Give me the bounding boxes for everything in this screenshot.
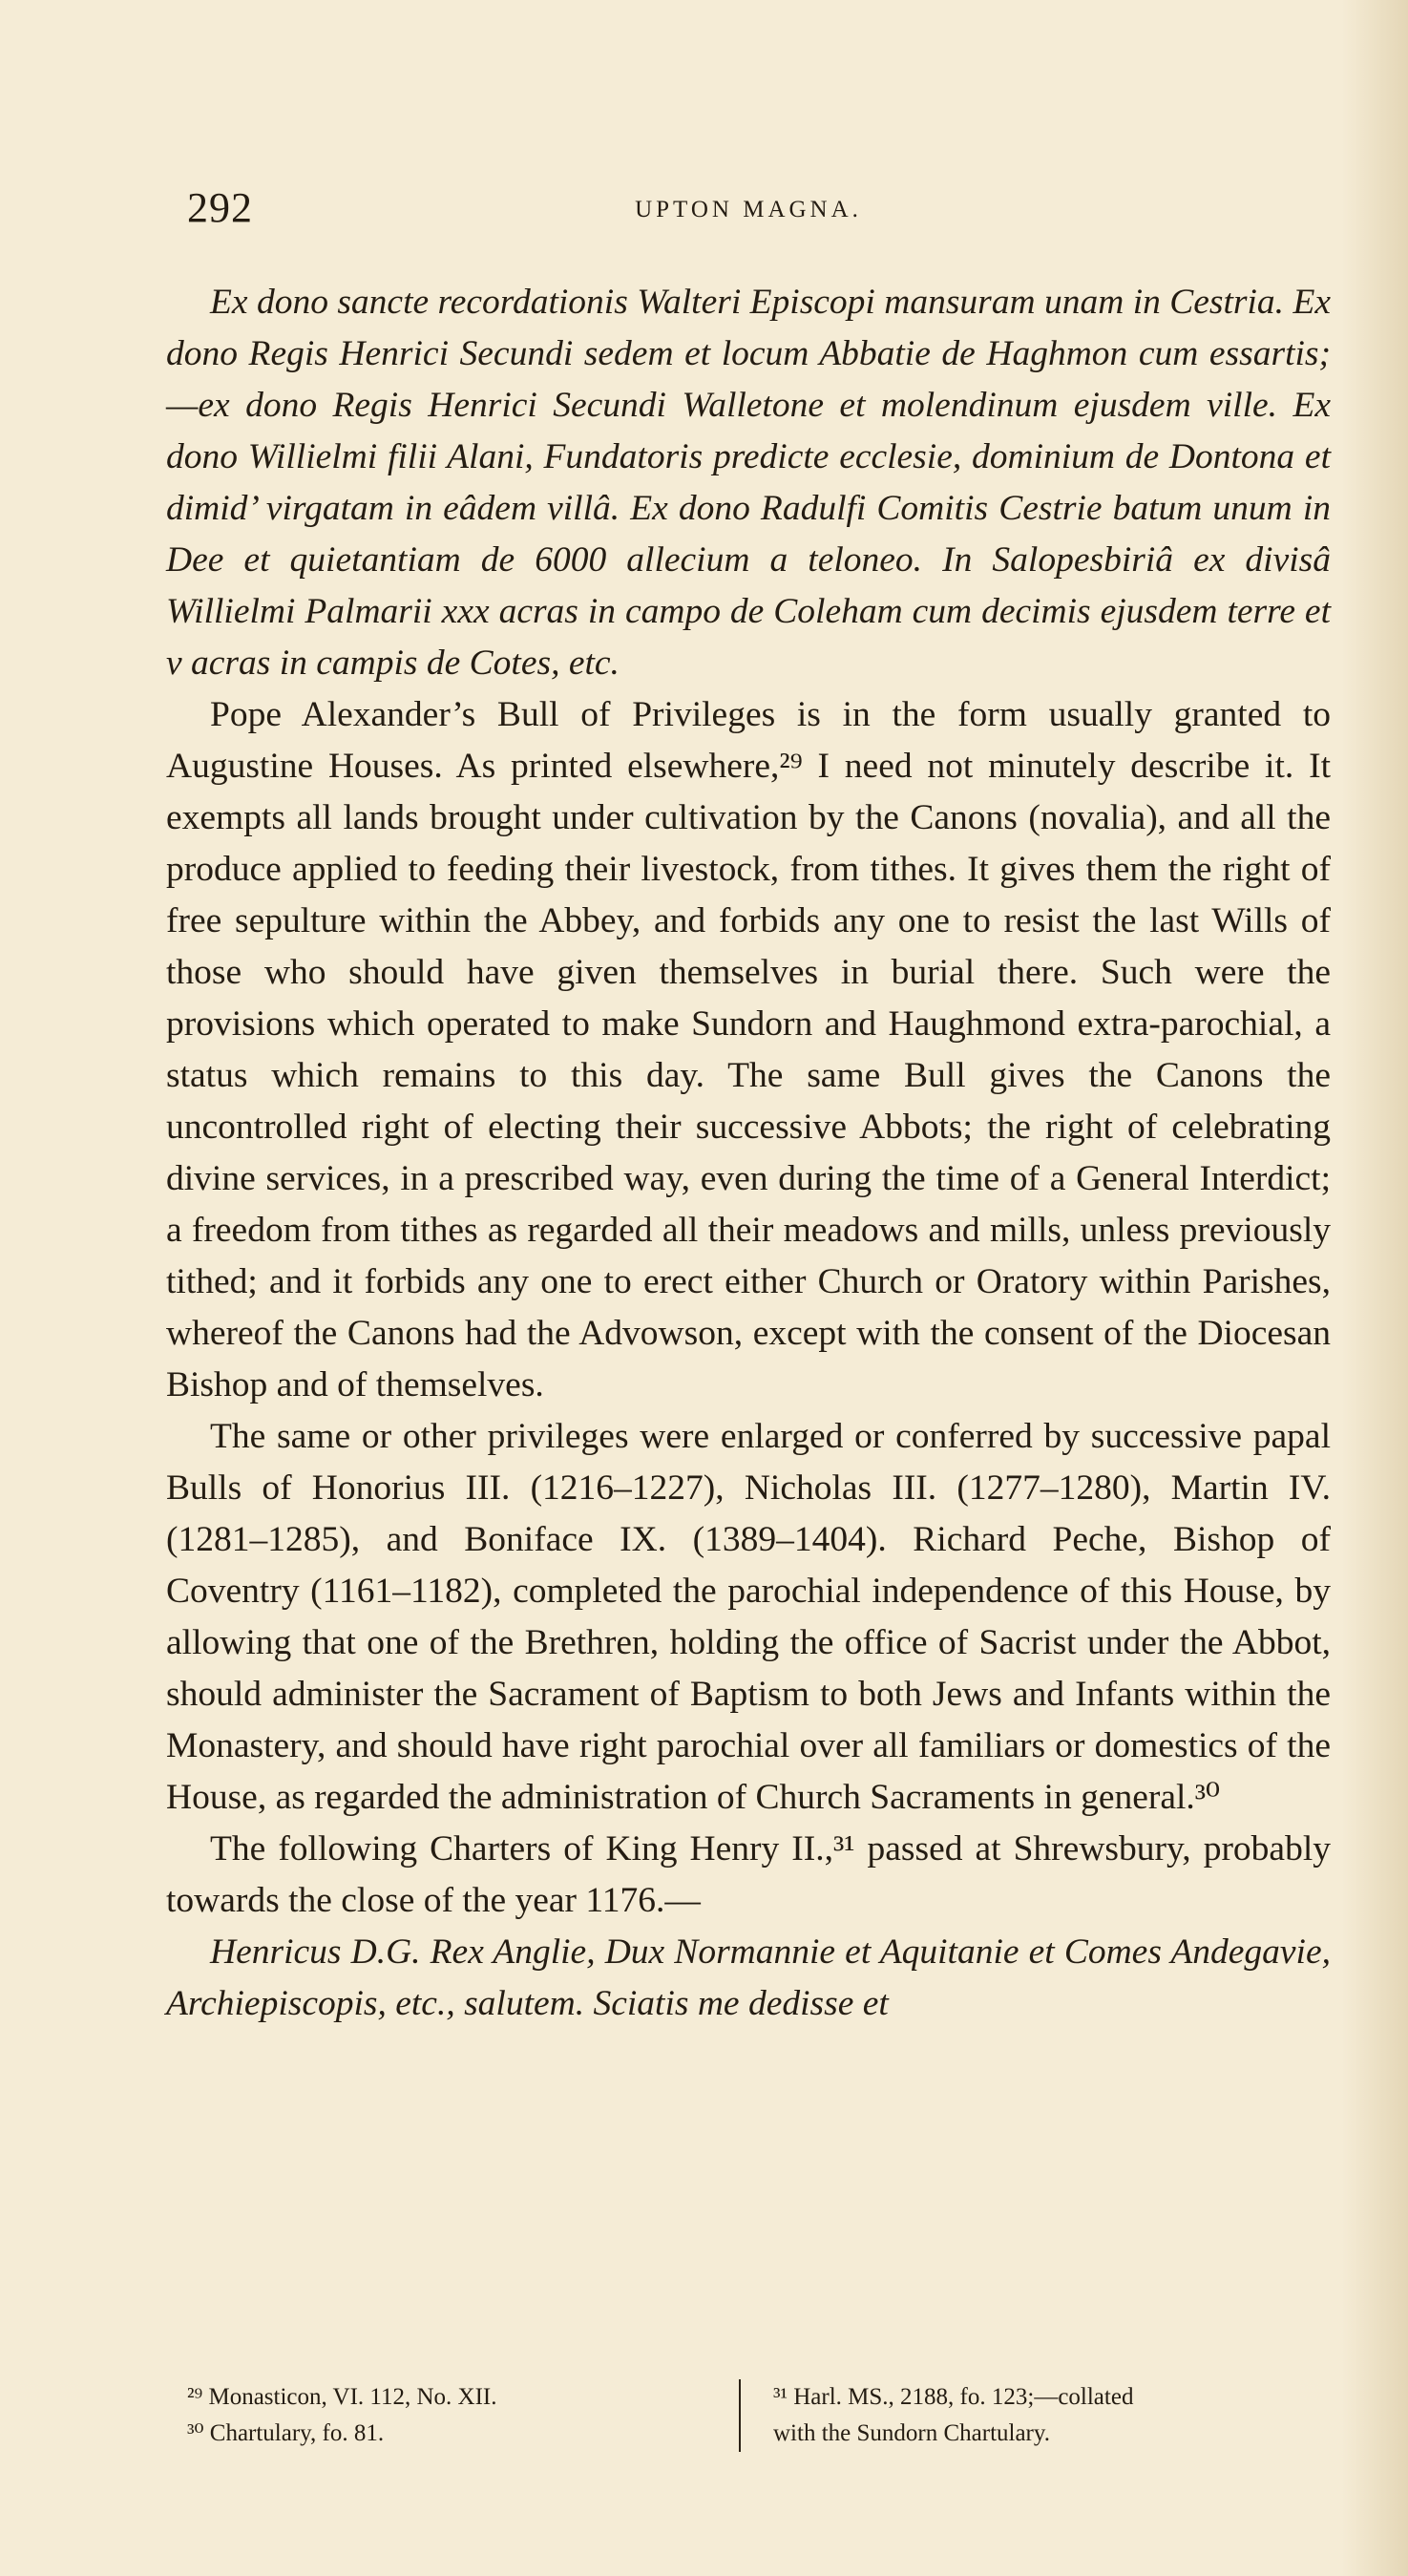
page-edge-shadow xyxy=(1341,0,1408,2576)
footnotes xyxy=(187,2379,1331,2452)
running-title: UPTON MAGNA. xyxy=(635,197,862,222)
footnote-30: ³⁰ Chartulary, fo. 81. xyxy=(187,2420,385,2446)
page-number: 292 xyxy=(187,184,253,231)
paragraph-henricus-charter: Henricus D.G. Rex Anglie, Dux Normannie et Aquitanie et Comes Andegavie, Archiepiscopis, etc., salutem. Sciatis me dedisse et xyxy=(166,1932,1331,2023)
paragraph-king-henry-charters: The following Charters of King Henry II.,³¹ passed at Shrewsbury, probably towards the close of the year 1176.— xyxy=(166,1829,1331,1920)
footnote-29: ²⁹ Monasticon, VI. 112, No. XII. xyxy=(187,2384,497,2410)
paragraph-pope-alexander-bull: Pope Alexander’s Bull of Privileges is in the form usually granted to Augustine Houses. As printed elsewhere,²⁹ I need not minutely describe it. It exempts all lands brought under cultivation by the Canons (novalia), and all the produce applied to feeding their livestock, from tithes. It gives them the right of free sepulture within the Abbey, and forbids any one to resist the last Wills of those who should have given themselves in burial there. Such were the provisions which operated to make Sundorn and Haughmond extra-parochial, a status which remains to this day. The same Bull gives the Canons the uncontrolled right of electing their successive Abbots; the right of celebrating divine services, in a prescribed way, even during the time of a General Interdict; a freedom from tithes as regarded all their meadows and mills, unless previously tithed; and it forbids any one to erect either Church or Oratory within Parishes, whereof the Canons had the Advowson, except with the consent of the Diocesan Bishop and of themselves. xyxy=(166,695,1331,1404)
body-text xyxy=(166,277,1331,2030)
footnote-column-right xyxy=(739,2379,1289,2452)
paragraph-papal-privileges: The same or other privileges were enlarged or conferred by successive papal Bulls of Honorius III. (1216–1227), Nicholas III. (1277–1280), Martin IV. (1281–1285), and Boniface IX. (1389–1404). Richard Peche, Bishop of Coventry (1161–1182), completed the parochial independence of this House, by allowing that one of the Brethren, holding the office of Sacrist under the Abbot, should administer the Sacrament of Baptism to both Jews and Infants within the Monastery, and should have right parochial over all familiars or domestics of the House, as regarded the administration of Church Sacraments in general.³⁰ xyxy=(166,1417,1331,1817)
footnote-column-left xyxy=(187,2379,703,2452)
paragraph-latin-grants: Ex dono sancte recordationis Walteri Episcopi mansuram unam in Cestria. Ex dono Regis Henrici Secundi sedem et locum Abbatie de Haghmon cum essartis;—ex dono Regis Henrici Secundi Walletone et molendinum ejusdem ville. Ex dono Willielmi filii Alani, Fundatoris predicte ecclesie, dominium de Dontona et dimid’ virgatam in eâdem villâ. Ex dono Radulfi Comitis Cestrie batum unum in Dee et quietantiam de 6000 allecium a teloneo. In Salopesbiriâ ex divisâ Willielmi Palmarii xxx acras in campo de Coleham cum decimis ejusdem terre et v acras in campis de Cotes, etc. xyxy=(166,283,1331,683)
running-head xyxy=(166,183,1331,241)
footnote-31: ³¹ Harl. MS., 2188, fo. 123;—collated xyxy=(773,2384,1134,2410)
footnote-31-continued: with the Sundorn Chartulary. xyxy=(773,2420,1051,2446)
